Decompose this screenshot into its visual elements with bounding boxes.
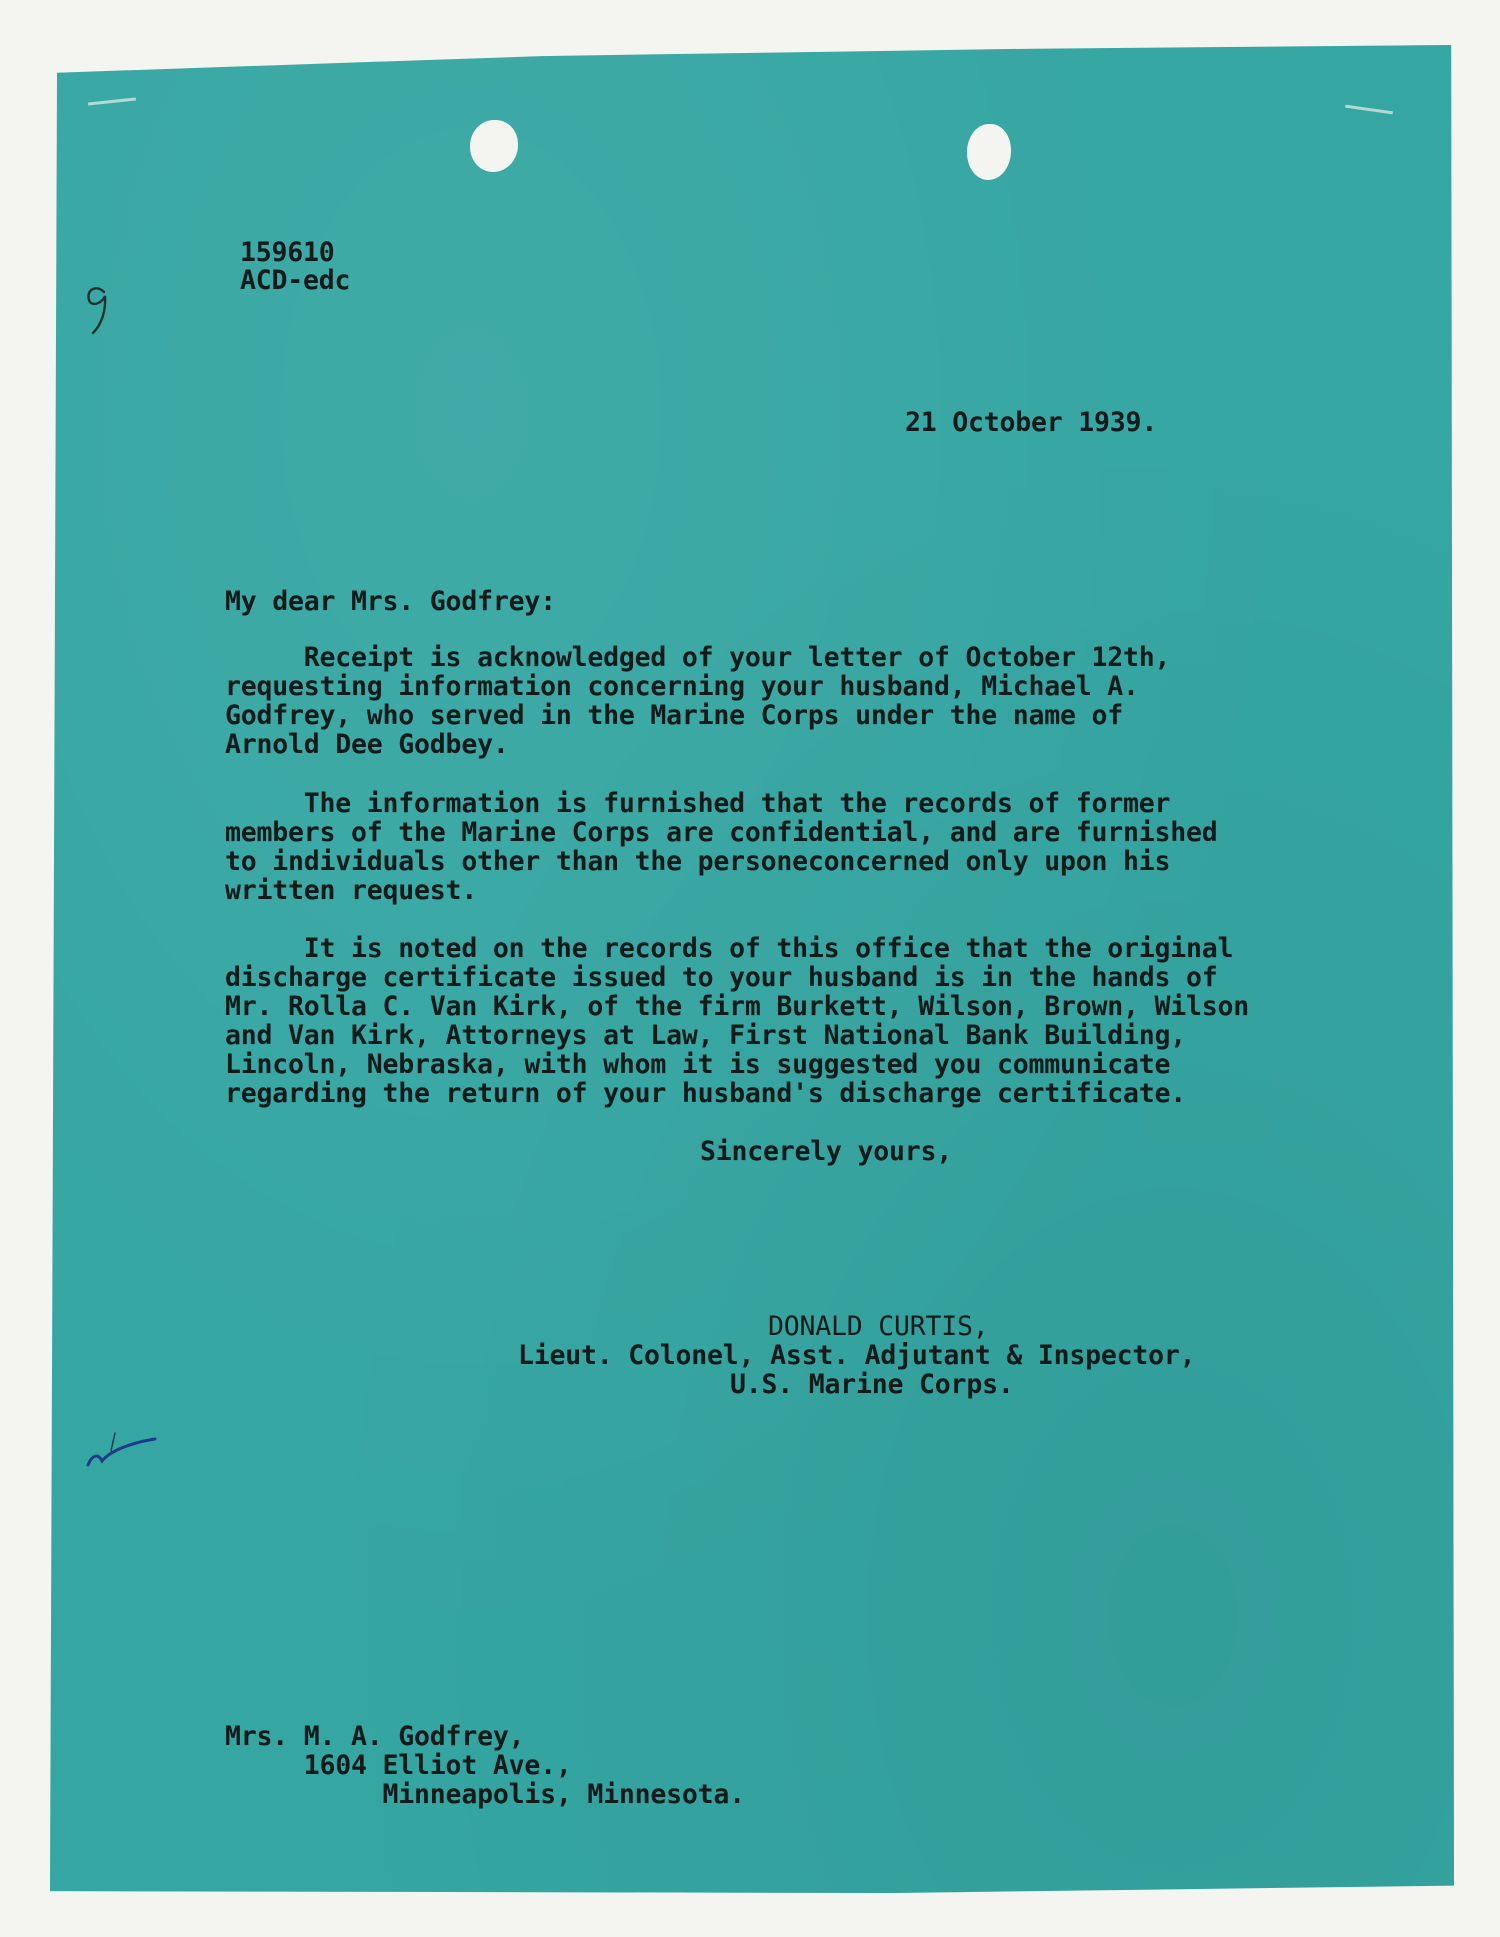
letter-date: 21 October 1939. [905,407,1158,438]
reference-initials: ACD-edc [240,265,351,296]
pencil-note [78,278,118,338]
body-paragraph: The information is furnished that the records of former members of the Marine Corps are confidential, and are furnished to individuals other than the personeconcerned only upon his written request. [225,788,1218,906]
signature-title: Lieut. Colonel, Asst. Adjutant & Inspector, [518,1340,1196,1371]
signature-organization: U.S. Marine Corps. [730,1369,1014,1400]
salutation: My dear Mrs. Godfrey: [225,586,556,617]
recipient-address: Mrs. M. A. Godfrey, 1604 Elliot Ave., Minneapolis, Minnesota. [225,1721,745,1810]
signature-name: DONALD CURTIS, [768,1311,989,1342]
body-paragraph: It is noted on the records of this office that the original discharge certificate issued to your husband is in the hands of Mr. Rolla C. Van Kirk, of the firm Burkett, Wilson, Brown, Wilson and Van Kirk, Attorneys at Law, First National Bank Building, Lincoln, Nebraska, with whom it is suggested you communicate regarding the return of your husband's discharge certificate. [225,933,1250,1109]
check-mark-icon [80,1425,170,1475]
closing: Sincerely yours, [700,1136,953,1167]
reference-number: 159610 [240,237,335,268]
body-paragraph: Receipt is acknowledged of your letter of October 12th, requesting information concerning your husband, Michael A. Godfrey, who served in the Marine Corps under the name of Arnold Dee Godbey. [225,642,1171,760]
